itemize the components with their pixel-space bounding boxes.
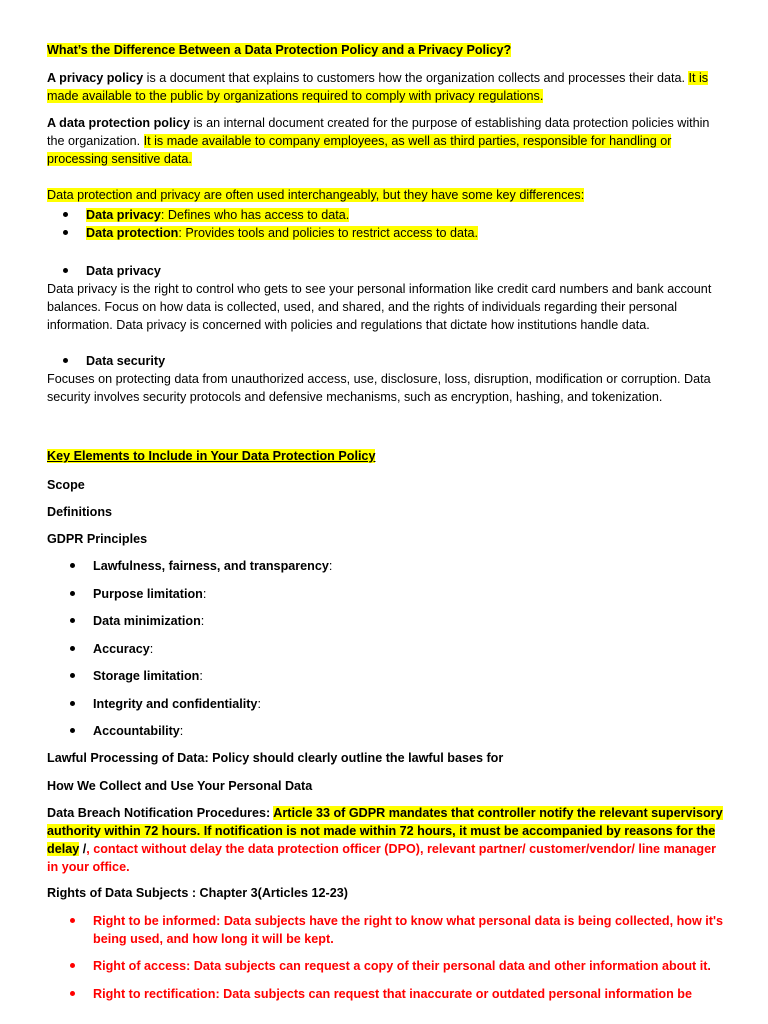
data-privacy-title: Data privacy [86,264,161,278]
data-privacy-text: Data privacy is the right to control who gets to see your personal information like credit card numbers and bank account balances. Focus on how data is collected, used, and shared, and the rights of individuals regarding their personal information. Data privacy is concerned with policies and regulations that dictate how institutions handle data. [47,282,712,332]
bullet-icon [70,673,75,678]
bullet-icon [70,563,75,568]
principle-item: Data minimization: [93,614,205,628]
principle-item: Accuracy: [93,642,154,656]
breach-notification-paragraph: Data Breach Notification Procedures: Article 33 of GDPR mandates that controller notify the relevant supervisory authority within 72 hours. If notification is not made within 72 hours, it must be accompanied by reasons for the delay /, contact without delay the data protection officer (DPO), relevant partner/ customer/vendor/ line manager in your office. [47,806,723,874]
principle-item: Storage limitation: [93,669,203,683]
bullet-icon [63,212,68,217]
bullet-icon [63,230,68,235]
bullet-icon [70,991,75,996]
bullet-icon [63,358,68,363]
definitions-label: Definitions [47,505,113,519]
gdpr-principles-title: GDPR Principles [47,532,148,546]
difference-item: Data protection: Provides tools and policies to restrict access to data. [86,226,478,240]
bullet-icon [70,591,75,596]
bullet-icon [70,618,75,623]
data-security-text: Focuses on protecting data from unauthorized access, use, disclosure, loss, disruption, modification or corruption. Data security involves security protocols and defensive mechanisms, such as encryption, hashing, and tokenization. [47,372,711,404]
scope-label: Scope [47,478,85,492]
lawful-processing-text: Lawful Processing of Data: Policy should clearly outline the lawful bases for [47,751,504,765]
bullet-icon [70,728,75,733]
rights-title: Rights of Data Subjects : Chapter 3(Articles 12-23) [47,886,348,900]
bullet-icon [70,701,75,706]
principle-item: Purpose limitation: [93,587,207,601]
difference-item: Data privacy: Defines who has access to data. [86,208,350,222]
differences-intro: Data protection and privacy are often used interchangeably, but they have some key differences: [47,188,585,202]
right-item: Right of access: Data subjects can request a copy of their personal data and other information about it. [93,959,711,973]
principle-item: Lawfulness, fairness, and transparency: [93,559,333,573]
bullet-icon [70,918,75,923]
heading-difference: What’s the Difference Between a Data Protection Policy and a Privacy Policy? [47,43,512,57]
principle-item: Integrity and confidentiality: [93,697,261,711]
data-protection-policy-paragraph: A data protection policy is an internal document created for the purpose of establishing data protection policies within the organization. It is made available to company employees, as well as third parties, responsible for handling or processing sensitive data. [47,116,710,166]
bullet-icon [70,963,75,968]
right-item: Right to be informed: Data subjects have the right to know what personal data is being collected, how it's being used, and how long it will be kept. [93,914,723,946]
bullet-icon [63,268,68,273]
principle-item: Accountability: [93,724,184,738]
how-we-collect-text: How We Collect and Use Your Personal Data [47,779,313,793]
heading-key-elements: Key Elements to Include in Your Data Protection Policy [47,449,376,463]
data-security-title: Data security [86,354,166,368]
privacy-policy-paragraph: A privacy policy is a document that explains to customers how the organization collects and processes their data. It is made available to the public by organizations required to comply with privacy regulations. [47,71,709,103]
bullet-icon [70,646,75,651]
right-item: Right to rectification: Data subjects can request that inaccurate or outdated personal information be [93,987,692,1001]
